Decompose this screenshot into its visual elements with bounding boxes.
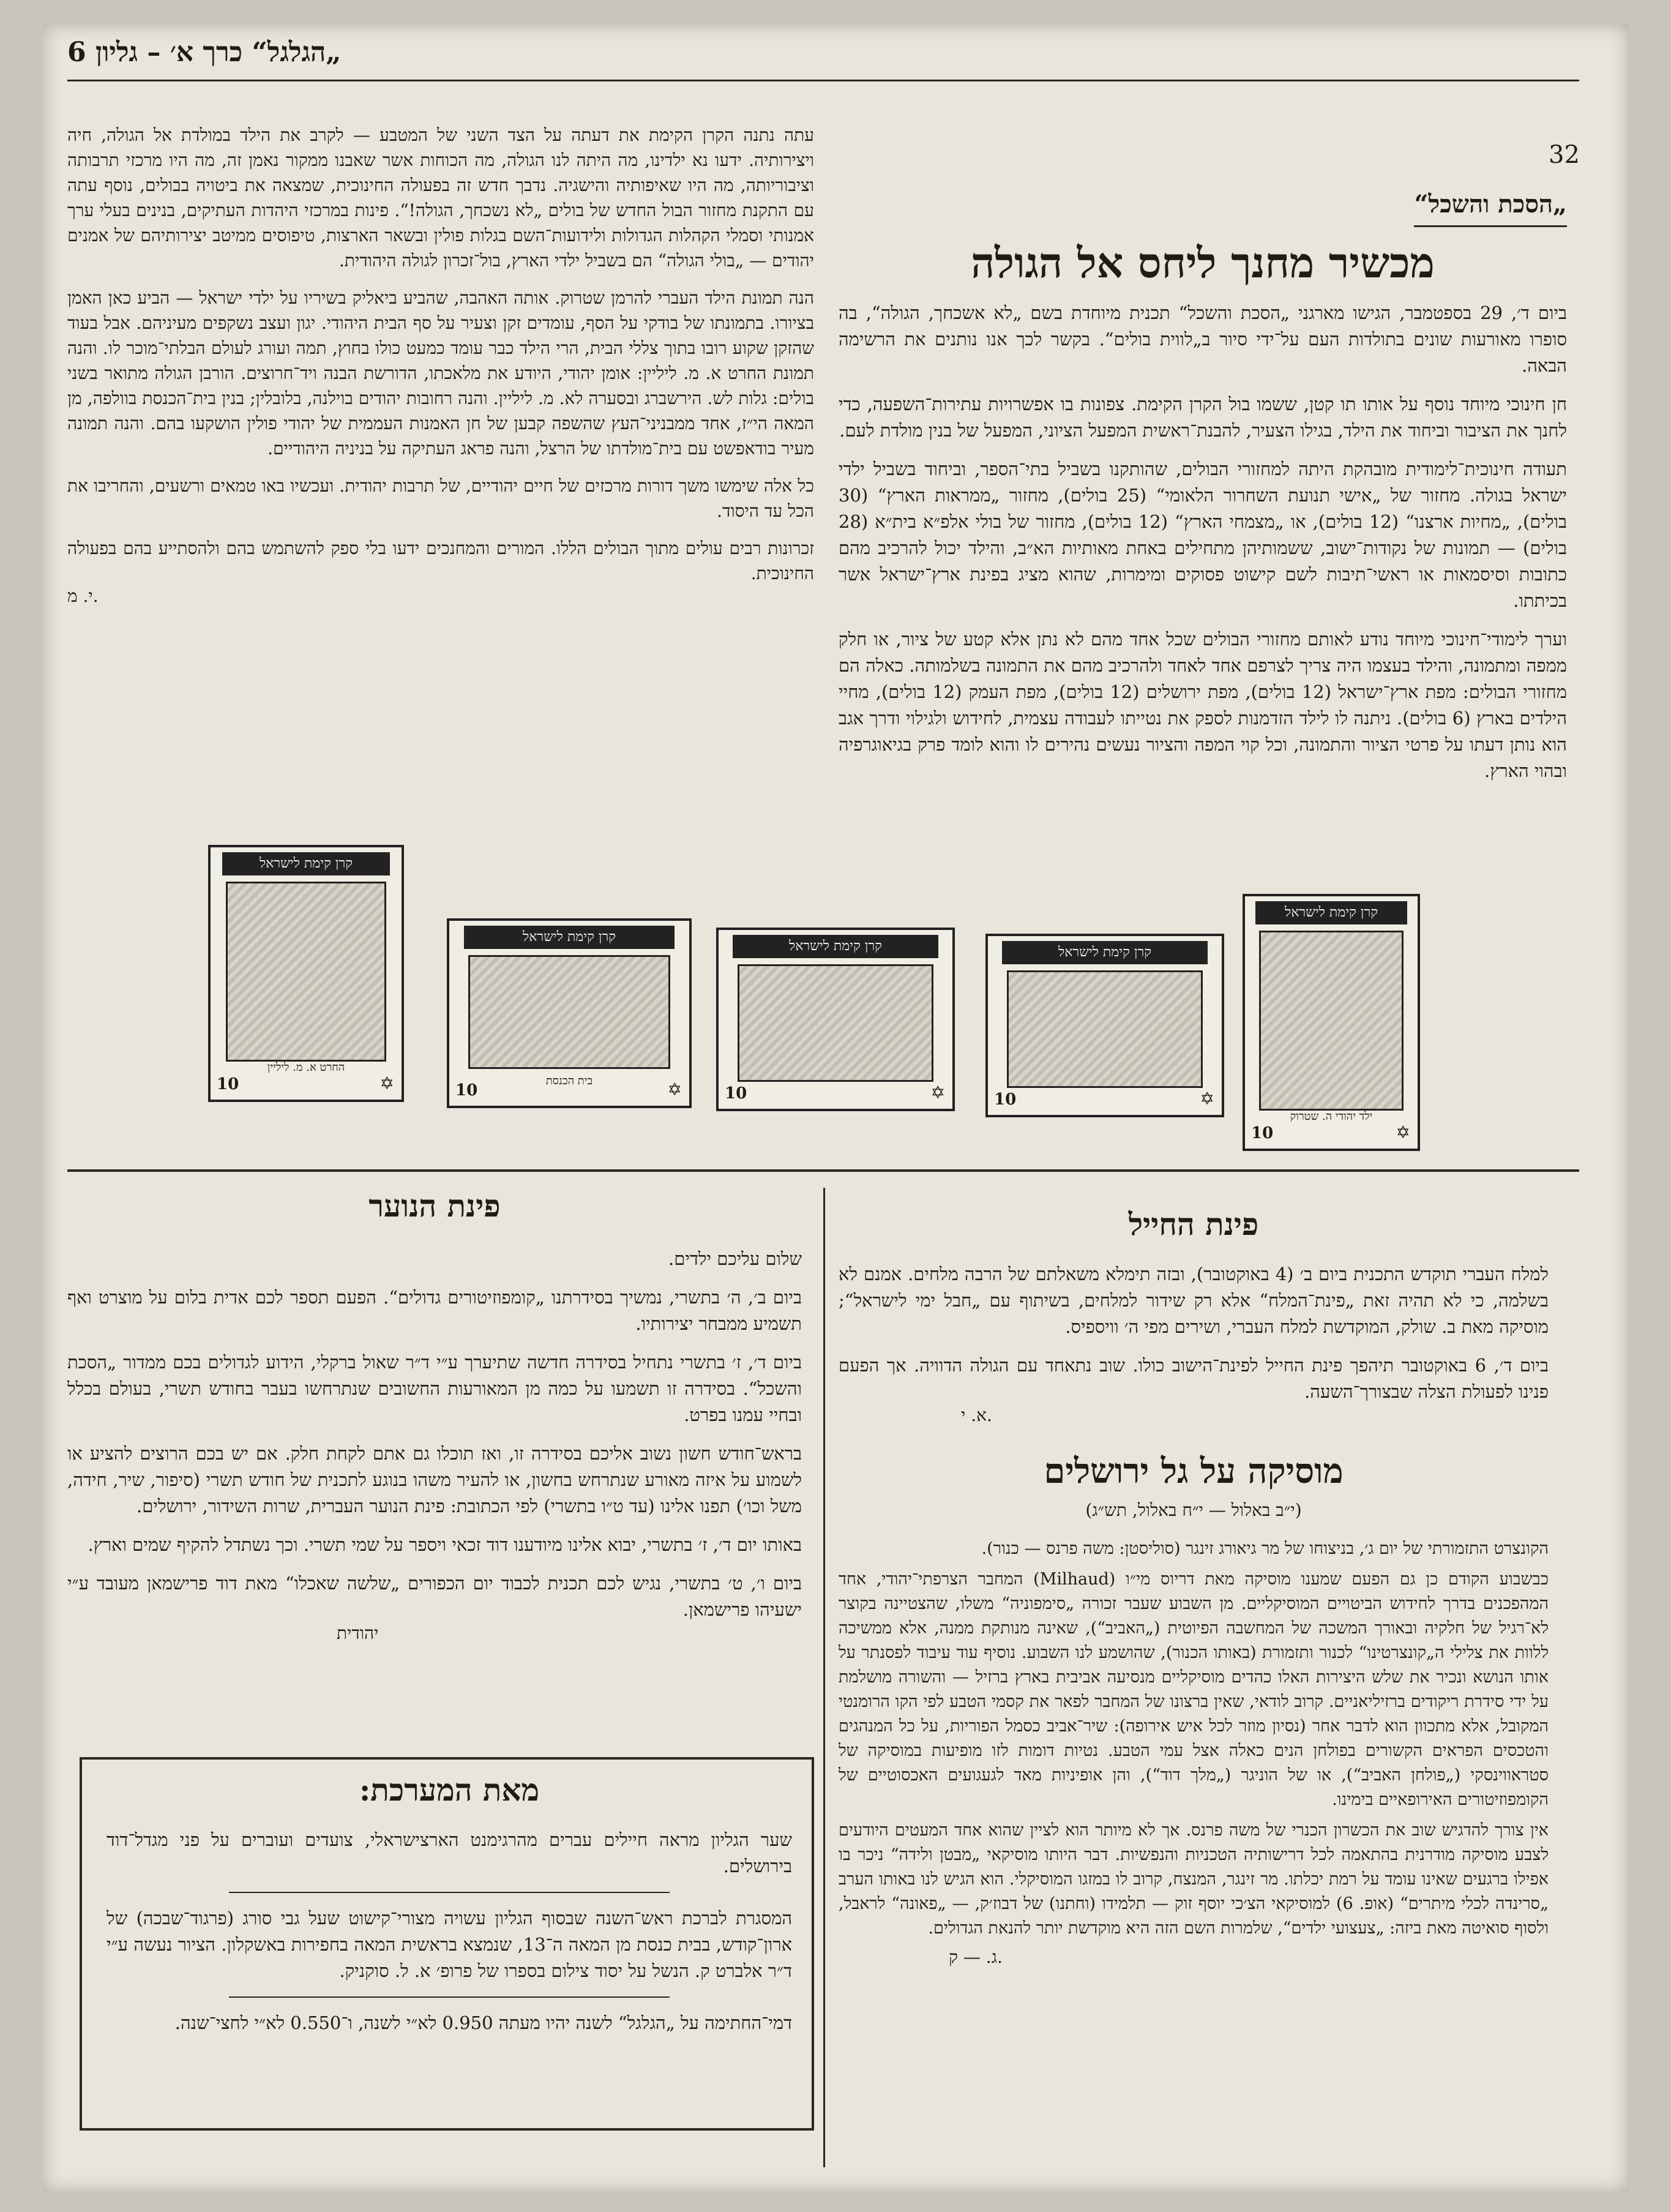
editorial-paragraph: שער הגליון מראה חיילים עברים מהרגימנט הארצישראלי, צועדים ועוברים על פני מגדל־דוד בירושלים. [107, 1829, 792, 1876]
music-signature: ג. — ק. [949, 1947, 1003, 1967]
stamp-lilien-portrait [208, 845, 404, 1102]
feature-rubric: „הסכת והשכל“ [1414, 190, 1567, 219]
editorial-divider [229, 1892, 670, 1893]
soldier-column [839, 1261, 1549, 1426]
newspaper-page [43, 24, 1628, 2192]
stamp-caption: ילד יהודי ה. שטרוק [1290, 1110, 1373, 1123]
stamp-caption: בית הכנסת [545, 1074, 593, 1087]
header-rule [67, 80, 1579, 81]
stamp-value: 10 [217, 1075, 239, 1093]
youth-paragraph: בראש־חודש חשון נשוב אליכם בסידרה זו, ואז תוכלו גם אתם לקחת חלק. אם יש בכם הרוצים להציע או לשמוע על איזה מאורע שנתרחש בחשון, או להעיר משהו בנוגע לתכנית של חודש תשרי (סיפור, שיר, חידה, משל וכו׳) תפנו אלינו (עד ט״ו בתשרי) לפי הכתובת: פינת הנוער העברית, שרות השידור, ירושלים. [67, 1443, 802, 1517]
star-of-david-icon: ✡ [1200, 1089, 1214, 1109]
star-of-david-icon: ✡ [1396, 1122, 1410, 1142]
stamp-banner: קרן קימת לישראל [464, 926, 675, 949]
youth-greeting: שלום עליכם ילדים. [668, 1248, 802, 1269]
stamp-image-wooden-synagogue [468, 955, 670, 1069]
youth-column [67, 1246, 802, 1644]
stamp-banner: קרן קימת לישראל [1002, 941, 1208, 964]
youth-signature: יהודית [337, 1623, 379, 1643]
editorial-box [80, 1757, 814, 2131]
feature-paragraph: הנה תמונת הילד העברי להרמן שטרוק. אותה האהבה, שהביע ביאליק בשיריו על ילדי ישראל — הביע כאן האמן בציורו. בתמונתו של בודקי על הסף, עומדים זקן וצעיר על סף הבית היהודי. יגון ועצב נשקפים מעיניהם. אבל בעוד שהזקן שקוע רובו בתוך צללי הבית, הרי הילד כבר עומד כמעט כולו בחוץ, תמה ועורג לעולם הבלתי־מוכר לו. והנה תמונת החרט א. מ. ליליין: אומן יהודי, היודע את מלאכתו, הדורשת הבנה ויד־חרוצים. הורבן הגולה מתואר בשני בולים: גלות לש. הירשברג ובסערה לא. מ. ליליין. והנה רחובות יהודים בוילנה, בלובלין; בנין בית־הכנסת בוולפה, מן המאה הי״ז, אחד ממבניני־העץ שהשפה קבען של חן האמנות העממית של יהודי פולין הושקעו בהם. והנה תמונה מעיר בודאפשט עם בית־מולדתו של הרצל, והנה פראג העתיקה על בניניה היהודיים. [67, 288, 814, 459]
editorial-title: מאת המערכת: [359, 1772, 540, 1808]
music-paragraph: אין צורך להדגיש שוב את הכשרון הכנרי של משה פרנס. אך לא מיותר הוא לציין שהוא אחד המעטים היודעים לצבע מוסיקה מודרנית בהתאמה לכל דרישותיה הטכניות והנפשיות. דבר היותו מוסיקאי „מבטן ולידה“ ניכר בו אפילו ברגעים שאינו עומד על רמת יכלתו. מר זינגר, המנצח, קרוב לו במזגו המוסיקלי. הוא הגיש לנו באותו הערב „סרינדה לכלי מיתרים“ (אופ. 6) למוסיקאי הצ׳כי יוסף זוק — תלמידו (וחתנו) של דבוז׳ק, — „פאונה“ לראבל, ולסוף סואיטה מאת ביזה: „צעצועי ילדים“, שלמרות השם הזה היא מוקדשת יותר להנאת הגדולים. [839, 1821, 1549, 1938]
stamp-banner: קרן קימת לישראל [1255, 901, 1407, 924]
stamp-image-boy [1259, 931, 1404, 1111]
feature-paragraph: כל אלה שימשו משך דורות מרכזים של חיים יהודיים, של תרבות יהודית. ועכשיו באו טמאים ורשעים, והחריבו את הכל עד היסוד. [67, 476, 814, 521]
feature-paragraph: זכרונות רבים עולים מתוך הבולים הללו. המורים והמחנכים ידעו בלי ספק להשתמש בהם ולהסתייע בהם בפעולה החינוכית. [67, 538, 814, 583]
star-of-david-icon: ✡ [667, 1079, 682, 1100]
soldier-signature: א. י. [961, 1405, 992, 1425]
music-paragraph: כבשבוע הקודם כן גם הפעם שמענו מוסיקה מאת דריוס מי״ו (Milhaud) המחבר הצרפתי־יהודי, אחד המהפכנים בדרך לחידוש הביטויים המוסיקליים. מן השבוע שעבר זכורה „סימפוניה“ משלו, שהצטיינה בקוצר לא־רגיל של חלקיה ובאורך המשכה של המחשבה הפיוטית („האביב“), שאינה מנותקת ממנה, אלא ממשיכה ללוות את צלילי ה„קונצרטינו“ לכנור ותזמורת (באותו הכנור), שהושמע לנו השבוע. נוסיף עוד עיבוד לפסנתר על אותו הנושא ונכיר את שלש היצירות האלו כהדים מוסיקליים מנסיעה אביבית בארץ ברזיל — והשורה מושלמת על ידי סידרת ריקודים ברזיליאניים. קרוב לודאי, שאין ברצונו של המחבר לפאר את קסמי הטבע לפי הקו הרומנטי המקובל, אלא מתכוון הוא לדבר אחר (נסיון מוזר לכל איש אירופה): שיר־אביב כסמל הפוריות, על כל המנהגים והטכסים הפראים הקשורים בפולחן הנים כאלה אצל עמי הטבע. נטיות דומות לזו מופיעות במוסיקה של סטראווינסקי („פולחן האביב“), או של הוניגר („מלך דוד“), והן אופיניות מאד לגעגועים האכסוטיים של הקומפוזיטורים האירופאיים בימינו. [839, 1570, 1549, 1809]
running-title: „הגלגל“ כרך א׳ – גליון 6 [67, 37, 342, 68]
editorial-paragraph: דמי־החתימה על „הגלגל“ לשנה יהיו מעתה 0.950 לא״י לשנה, ו־0.550 לא״י לחצי־שנה. [174, 2012, 792, 2033]
editorial-body [107, 1827, 792, 2036]
column-rule [823, 1188, 825, 2167]
stamp-value: 10 [1251, 1124, 1274, 1142]
music-column [839, 1537, 1549, 1968]
feature-right-column [839, 300, 1567, 797]
feature-paragraph: וערך לימודי־חינוכי מיוחד נודע לאותם מחזורי הבולים שכל אחד מהם לא נתן אלא קטע של ציור, או חלק ממפה ומתמונה, והילד בעצמו היה צריך לצרפם אחד לאחד ולהרכיב מהם את התמונה בשלמותה. כאלה הם מחזורי הבולים: מפת ארץ־ישראל (12 בולים), מפת ירושלים (12 בולים), מפת העמק (12 בולים), מחיי הילדים בארץ (6 בולים). ניתנה לו לילד הזדמנות לספק את נטייתו לעבודה עצמית, לחידוש ולגילוי ודרך אגב הוא נותן דעתו על פרטי הציור והתמונה, וכל קוי המפה והציור נעשים נהירים לו והוא לומד פרק בגיאוגרפיה ובהוי הארץ. [839, 629, 1567, 781]
feature-signature: י. מ. [67, 586, 99, 606]
stamp-value: 10 [725, 1084, 747, 1103]
soldier-title: פינת החייל [1128, 1206, 1259, 1242]
youth-title: פינת הנוער [368, 1188, 501, 1224]
feature-left-column [67, 122, 814, 607]
page-number: 32 [1549, 141, 1580, 169]
feature-paragraph: חן חינוכי מיוחד נוסף על אותו תו קטן, ששמו בול הקרן הקימת. צפונות בו אפשרויות עתירות־השפעה, כדי לחנך את הציבור וביחוד את הילד, בגילו הצעיר, להבנת־ראשית המפעל הציוני, המפעל של בנין מולדת לעם. [839, 394, 1567, 441]
rubric-underline [1414, 225, 1567, 227]
music-paragraph: הקונצרט התזמורתי של יום ג׳, בניצוחו של מר גיאורג זינגר (סוליסטן: משה פרנס — כנור). [981, 1539, 1549, 1558]
star-of-david-icon: ✡ [930, 1082, 945, 1103]
youth-paragraph: ביום ו׳, ט׳ בתשרי, נגיש לכם תכנית לכבוד יום הכפורים „שלשה שאכלו“ מאת דוד פרישמאן מעובד ע״י ישעיהו פרישמאן. [67, 1573, 802, 1620]
stamp-image-building [738, 964, 934, 1082]
feature-paragraph: עתה נתנה הקרן הקימת את דעתה על הצד השני של המטבע — לקרב את הילד במולדת אל הגולה, חיה ויצירותיה. ידעו נא ילדינו, מה היתה לנו הגולה, מה הכוחות אשר שאבנו ממקור נאמן זה, מה היו מרכזי תרבותה וציבוריותה, מה היו שאיפותיה והישגיה. נדבך חדש זה בפעולה החינוכית, שמצאה את ביטויה בבולים, נוסף עתה עם התקנת מחזור הבול החדש של בולים „לא נשכחך, הגולה!“. פינות במרכזי היהדות העתיקים, בנינים בעלי ערך אמנותי וסמלי הקהלות הגדולות ולידועות־השם בגלות פולין ובשאר הארצות, טיפוסים ממיטב יצירותיהם של אמנים יהודים — „בולי הגולה“ הם בשביל ילדי הארץ, בול־זכרון לגולה היהודית. [67, 125, 814, 271]
editorial-paragraph: המסגרת לברכת ראש־השנה שבסוף הגליון עשויה מצורי־קישוט שעל גבי סורג (פרגוד־שבכה) של ארון־קודש, בבית כנסת מן המאה ה־13, שנמצא בראשית המאה בחפירות באשקלון. הציור נעשה ע״י ד״ר אלברט ק. הנשל על יסוד צילום בספרו של פרופ׳ א. ל. סוקניק. [107, 1908, 792, 1981]
stamp-image-street [1007, 970, 1203, 1088]
stamp-synagogue-building [716, 928, 955, 1111]
stamp-value: 10 [455, 1081, 478, 1100]
youth-paragraph: ביום ב׳, ה׳ בתשרי, נמשיך בסידרתנו „קומפוזיטורים גדולים“. הפעם תספר לכם אדית בלום על מוצרט ואף תשמיע ממבחר יצירותיו. [67, 1287, 802, 1334]
youth-paragraph: באותו יום ד׳, ז׳ בתשרי, יבוא אלינו מיודענו דוד זכאי ויספר על שמי תשרי. וכך נשתדל להקיף שמים וארץ. [88, 1534, 802, 1555]
soldier-paragraph: ביום ד׳, 6 באוקטובר תיהפך פינת החייל לפינת־הישוב כולו. שוב נתאחד עם הגולה הדוויה. אך הפעם פנינו לפעולת הצלה שבצורך־השעה. [839, 1355, 1549, 1402]
stamp-caption: החרט א. מ. ליליין [267, 1061, 345, 1074]
feature-paragraph: תעודה חינוכית־לימודית מובהקת היתה למחזורי הבולים, שהותקנו בשביל בתי־הספר, וביחוד בשביל ילדי ישראל בגולה. מחזור של „אישי תנועת השחרור הלאומי“ (25 בולים), מחזור „ממראות הארץ“ (30 בולים), „מחיות ארצנו“ (12 בולים), או „מצמחי הארץ“ (12 בולים), מחזור של בולי אלפ״א בית״א (28 בולים) — תמונות של נקודות־ישוב, ששמותיהן מתחילים באחת מאותיות הא״ב, והילד יכול להרכיב מהם כתובות וסיסמאות או ראשי־תיבות לשם קישוט פסוקים ומימרות, שהוא מציג בפינת ארץ־ישראל אשר בכיתתו. [839, 459, 1567, 611]
stamp-image-engraver [226, 882, 386, 1062]
star-of-david-icon: ✡ [379, 1073, 394, 1093]
music-dates: (י״ב באלול — י״ח באלול, תש״ג) [1085, 1500, 1302, 1520]
stamp-banner: קרן קימת לישראל [222, 852, 391, 875]
feature-headline: מכשיר מחנך ליחס אל הגולה [971, 239, 1435, 288]
stamp-value: 10 [994, 1090, 1017, 1109]
feature-paragraph: ביום ד׳, 29 בספטמבר, הגישו מארגני „הסכת והשכל“ תכנית מיוחדת בשם „לא אשכחך, הגולה“, בה סופרו מאורעות שונים בתולדות העם על־ידי סיור ב„לווית בולים“. בקשר לכך אנו נותנים את הרשימה הבאה. [839, 302, 1567, 376]
stamp-street-scene [985, 934, 1224, 1117]
youth-paragraph: ביום ד׳, ז׳ בתשרי נתחיל בסידרה חדשה שתיערך ע״י ד״ר שאול ברקלי, הידוע לגדולים בכם ממדור „הסכת והשכל“. בסידרה זו תשמעו על כמה מן המאורעות החשובים שנתרחשו בעבר בחודש תשרי, בעולם בכלל ובחיי עמנו בפרט. [67, 1352, 802, 1425]
stamp-wooden-synagogue [447, 918, 692, 1108]
stamp-boy-portrait [1243, 894, 1420, 1151]
stamp-banner: קרן קימת לישראל [733, 935, 938, 958]
section-divider [67, 1169, 1579, 1172]
editorial-divider [229, 1996, 670, 1998]
music-title: מוסיקה על גל ירושלים [1044, 1451, 1344, 1491]
soldier-paragraph: למלח העברי תוקדש התכנית ביום ב׳ (4 באוקטובר), ובזה תימלא משאלתם של הרבה מלחים. אמנם לא בשלמה, כי לא תהיה זאת „פינת־המלח“ אלא רק שידור למלחים, בשיתוף עם „חבל ימי לישראל“; מוסיקה מאת ב. שולק, המוקדשת למלח העברי, ושירים מפי ה׳ וויספיס. [839, 1264, 1549, 1337]
